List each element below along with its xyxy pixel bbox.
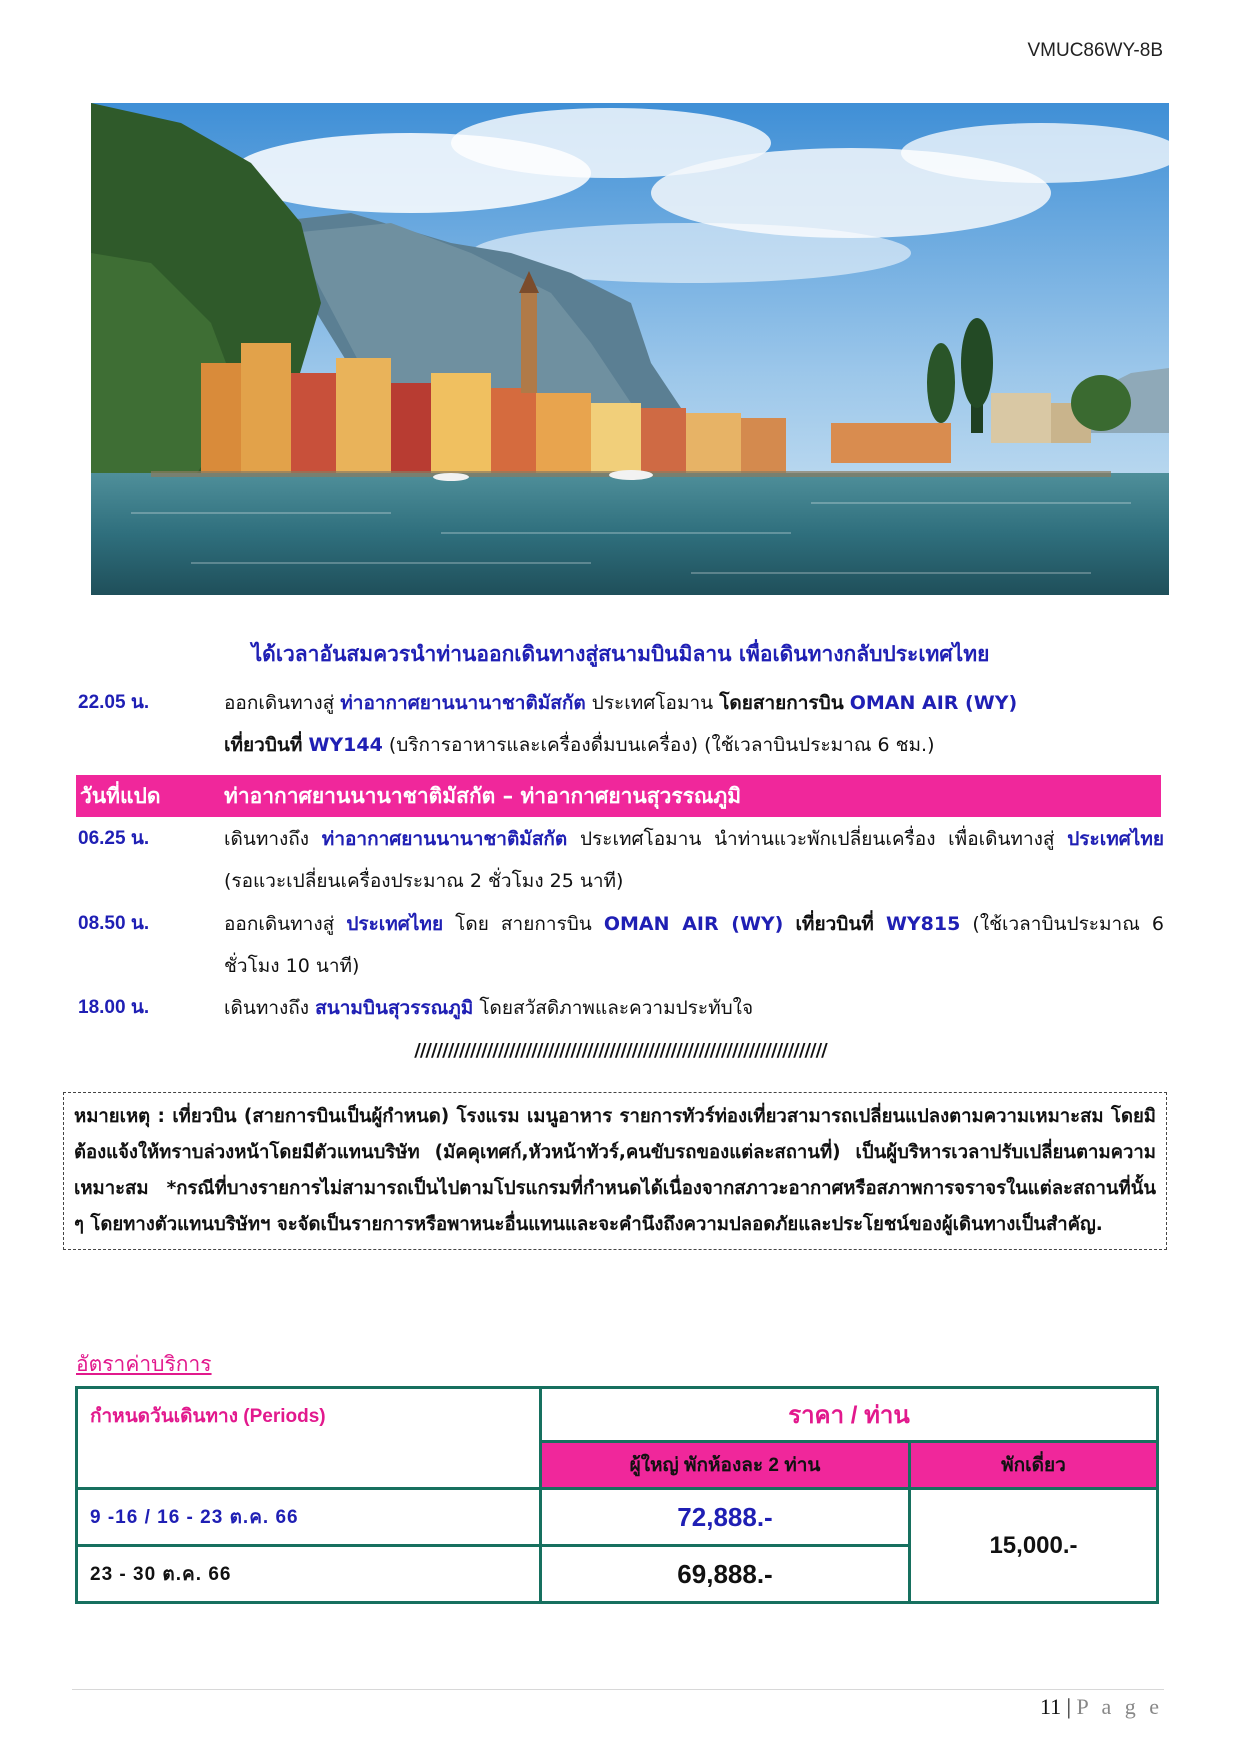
period-header: กำหนดวันเดินทาง (Periods) [77, 1388, 541, 1489]
time-label: 22.05 น. [78, 692, 150, 713]
day-label: วันที่แปด [80, 784, 161, 808]
tour-code: VMUC86WY-8B [1027, 40, 1163, 61]
lake-village-photo [91, 103, 1169, 595]
single-header: พักเดี่ยว [910, 1442, 1158, 1489]
page-number: 11 | P a g e [1039, 1694, 1163, 1719]
time-label: 08.50 น. [78, 913, 150, 934]
adult-header: ผู้ใหญ่ พักห้องละ 2 ท่าน [541, 1442, 910, 1489]
photo-illustration [91, 103, 1169, 595]
day-header [76, 775, 1161, 817]
price-header: ราคา / ท่าน [541, 1388, 1158, 1442]
airline-name: OMAN AIR (WY) [603, 913, 784, 935]
itinerary-row [78, 818, 1168, 902]
time-label: 06.25 น. [78, 828, 150, 849]
itinerary-row [78, 903, 1168, 987]
row-description: ออกเดินทางสู่ ประเทศไทย โดย สายการบิน OMAN AIR (WY) เที่ยวบินที่ WY815 (ใช้เวลาบินประมาณ 6 ชั่วโมง 10 นาที) [224, 913, 1164, 977]
country-name: ประเทศไทย [1067, 828, 1164, 850]
period-cell: 23 - 30 ต.ค. 66 [77, 1546, 541, 1603]
country-name: ประเทศไทย [346, 913, 444, 935]
time-label: 18.00 น. [78, 997, 150, 1018]
adult-price-cell: 72,888.- [541, 1489, 910, 1546]
row-description: ออกเดินทางสู่ ท่าอากาศยานนานาชาติมัสกัต ประเทศโอมาน โดยสายการบิน OMAN AIR (WY) เที่ยวบินที่ WY144 (บริการอาหารและเครื่องดื่มบนเครื่อง) (ใช้เวลาบินประมาณ 6 ชม.) [224, 692, 1018, 756]
single-supplement-cell: 15,000.- [910, 1489, 1158, 1603]
airport-name: ท่าอากาศยานนานาชาติมัสกัต [340, 692, 586, 714]
rates-title: อัตราค่าบริการ [76, 1352, 212, 1376]
itinerary-row-departure [78, 682, 1168, 766]
table-row [77, 1489, 1158, 1546]
airline-name: OMAN AIR (WY) [849, 692, 1018, 714]
remark-box: หมายเหตุ : เที่ยวบิน (สายการบินเป็นผู้กำหนด) โรงแรม เมนูอาหาร รายการทัวร์ท่องเที่ยวสามารถเปลี่ยนแปลงตามความเหมาะสม โดยมิต้องแจ้งให้ทราบล่วงหน้าโดยมีตัวแทนบริษัท (มัคคุเทศก์,หัวหน้าทัวร์,คนขับรถของแต่ละสถานที่) เป็นผู้บริหารเวลาปรับเปลี่ยนตามความเหมาะสม *กรณีที่บางรายการไม่สามารถเป็นไปตามโปรแกรมที่กำหนดได้เนื่องจากสภาวะอากาศหรือสภาพการจราจรในแต่ละสถานที่นั้น ๆ โดยทางตัวแทนบริษัทฯ จะจัดเป็นรายการหรือพาหนะอื่นแทนและจะคำนึงถึงความปลอดภัยและประโยชน์ของผู้เดินทางเป็นสำคัญ. [63, 1092, 1167, 1250]
adult-price-cell: 69,888.- [541, 1546, 910, 1603]
row-description: เดินทางถึง สนามบินสุวรรณภูมิ โดยสวัสดิภาพและความประทับใจ [224, 997, 754, 1019]
day-route: ท่าอากาศยานนานาชาติมัสกัต – ท่าอากาศยานสุวรรณภูมิ [224, 784, 742, 808]
period-cell: 9 -16 / 16 - 23 ต.ค. 66 [77, 1489, 541, 1546]
headline: ได้เวลาอันสมควรนำท่านออกเดินทางสู่สนามบินมิลาน เพื่อเดินทางกลับประเทศไทย [251, 642, 990, 666]
itinerary-row [78, 987, 1168, 1029]
price-table [75, 1386, 1159, 1604]
row-description: เดินทางถึง ท่าอากาศยานนานาชาติมัสกัต ประเทศโอมาน นำท่านแวะพักเปลี่ยนเครื่อง เพื่อเดินทางสู่ ประเทศไทย (รอแวะเปลี่ยนเครื่องประมาณ 2 ชั่วโมง 25 นาที) [224, 828, 1164, 892]
flight-number: WY144 [308, 734, 383, 756]
airport-name: สนามบินสุวรรณภูมิ [315, 997, 474, 1019]
footer-divider [72, 1689, 1164, 1690]
flight-number: WY815 [885, 913, 961, 935]
section-divider: ////////////////////////////////////////////////////////////////////////// [414, 1040, 827, 1061]
airport-name: ท่าอากาศยานนานาชาติมัสกัต [321, 828, 568, 850]
